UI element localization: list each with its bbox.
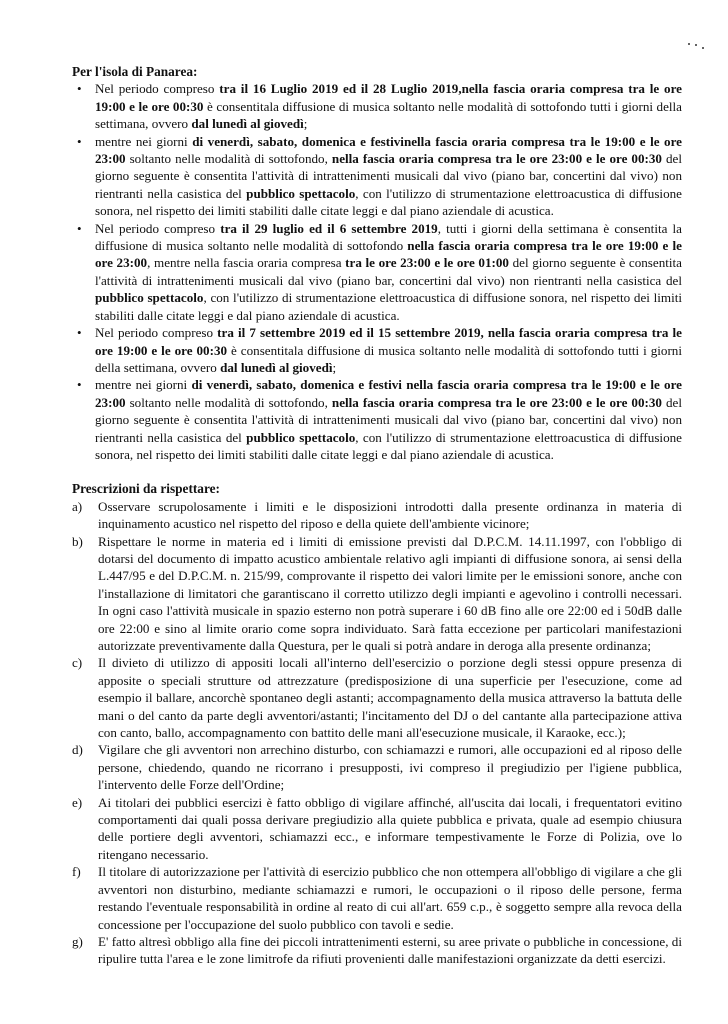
prescription-item (72, 863, 682, 933)
item-letter: b) (72, 533, 83, 549)
text-run: del giorno seguente è consentita l'attività di intrattenimenti musicali dal vivo (piano bar, concertini dal vivo) non rientranti nella casistica del (95, 151, 682, 201)
bold-run: nella fascia oraria compresa tra le ore 23:00 e le ore 00:30 (331, 151, 662, 167)
item-text: Osservare scrupolosamente i limiti e le disposizioni introdotti dalla presente ordinanza in materia di inquinamento acustico nel rispetto del riposo e della quiete dell'ambiente vicinore; (98, 498, 682, 532)
bullet-text (95, 325, 682, 375)
prescrizioni-list (72, 498, 682, 968)
text-run: ; (303, 116, 308, 132)
item-text: Il titolare di autorizzazione per l'attività di esercizio pubblico che non ottempera all'obbligo di vigilare a che gli avventori non disturbino, mediante schiamazzi e rumori, le occupazioni o il riposo delle persone, ferma restando l'eventuale responsabilità in ordine al reato di cui all'art. 659 c.p., è soggetto sempre alla revoca della concessione per l'occupazione del suolo pubblico con tavoli e sedie. (98, 864, 682, 932)
item-letter: f) (72, 864, 81, 880)
section-heading-panarea: Per l'isola di Panarea: (72, 64, 198, 79)
text-run: Nel periodo compreso (95, 325, 218, 341)
prescription-item (72, 741, 682, 793)
text-run: soltanto nelle modalità di sottofondo, (125, 151, 332, 167)
item-letter: c) (72, 655, 83, 671)
item-text: E' fatto altresì obbligo alla fine dei piccoli intrattenimenti esterni, su aree private o pubbliche in concessione, di ripulire tutta l'area e le zone limitrofe da rifiuti provenienti dalle manifestazioni organizzate da detti esercizi. (98, 933, 682, 967)
bold-run: di venerdì, sabato, domenica e festivi nella fascia oraria compresa tra le 19:00 e le ore 23:00 (95, 377, 682, 410)
bold-run: tra il 29 luglio ed il 6 settembre 2019 (220, 220, 438, 236)
bullet-text (95, 81, 682, 131)
text-run: ; (332, 359, 337, 375)
item-letter: g) (72, 933, 83, 949)
bullet-text (95, 134, 682, 219)
bullet-item (72, 80, 682, 132)
bold-run: tra il 7 settembre 2019 ed il 15 settembre 2019, nella fascia oraria compresa tra le ore 19:00 e le ore 00:30 (95, 325, 682, 358)
bullet-item (72, 376, 682, 463)
bold-run: tra le ore 23:00 e le ore 01:00 (345, 255, 509, 271)
text-run: del giorno seguente è consentita l'attività di intrattenimenti musicali dal vivo (piano bar, concertini dal vivo) non rientranti nella casistica del (95, 394, 682, 445)
bullet-item (72, 324, 682, 376)
bullet-text (95, 377, 682, 462)
text-run: , tutti i giorni della settimana è consentita la diffusione di musica soltanto nelle modalità di sottofondo (95, 220, 682, 254)
text-run: è consentitala diffusione di musica soltanto nelle modalità di sottofondo tutti i giorni della settimana, ovvero (95, 342, 682, 375)
text-run: soltanto nelle modalità di sottofondo, (125, 394, 332, 410)
item-letter: d) (72, 742, 83, 758)
bullet-item (72, 133, 682, 220)
text-run: mentre nei giorni (95, 377, 192, 393)
text-run: è consentitala diffusione di musica soltanto nelle modalità di sottofondo tutti i giorni della settimana, ovvero (95, 98, 682, 132)
bold-run: nella fascia oraria compresa tra le ore 23:00 e le ore 00:30 (331, 394, 662, 410)
text-run: , con l'utilizzo di strumentazione elettroacustica di diffusione sonora, nel rispetto dei limiti stabiliti dalle citate leggi e dal piano aziendale di acustica. (95, 185, 682, 219)
item-letter: e) (72, 794, 83, 810)
bullet-item (72, 220, 682, 324)
bold-run: tra il 16 Luglio 2019 ed il 28 Luglio 2019,nella fascia oraria compresa tra le ore 19:00 e le ore 00:30 (95, 81, 682, 114)
bold-run: pubblico spettacolo (246, 429, 356, 445)
prescription-item (72, 933, 682, 968)
item-letter: a) (72, 498, 83, 514)
prescription-item (72, 654, 682, 741)
item-text: Vigilare che gli avventori non arrechino disturbo, con schiamazzi e rumori, alle occupazioni ed al riposo delle persone, chiedendo, quando ne ricorrano i presupposti, ivi compreso il pregiudizio per l'igiene pubblica, l'intervento delle Forze dell'Ordine; (98, 742, 682, 793)
text-run: del giorno seguente è consentita l'attività di intrattenimenti musicali dal vivo (piano bar, concertini dal vivo) non rientranti nella casistica del (95, 255, 682, 288)
bold-run: dal lunedì al giovedì (220, 359, 333, 375)
text-run: , con l'utilizzo di strumentazione elettroacustica di diffusione sonora, nel rispetto dei limiti stabiliti dalle citate leggi e dal piano aziendale di acustica. (95, 290, 682, 323)
prescription-item (72, 498, 682, 533)
document-body (72, 63, 682, 968)
text-run: Nel periodo compreso (95, 220, 221, 236)
text-run: mentre nei giorni (95, 133, 193, 149)
bullet-text (95, 221, 682, 323)
item-text: Ai titolari dei pubblici esercizi è fatto obbligo di vigilare affinché, all'uscita dai locali, i frequentatori evitino comportamenti dai quali possa derivare pregiudizio alla quiete pubblica e privata, quale ad esempio chiusura delle portiere degli avventori, schiamazzi ecc., e informare tempestivamente le Forze di Polizia, ove lo ritengano necessario. (98, 794, 682, 862)
scan-specks (686, 36, 706, 50)
item-text: Il divieto di utilizzo di appositi locali all'interno dell'esercizio o porzione degli stessi oppure presenza di apposite o speciali strutture od attrezzature (predisposizione di una superficie per l'esecuzione, come ad esempio il ballare, ancorchè spontaneo degli astanti; accompagnamento della musica attraverso la battuta delle mani o del canto da parte degli avventori/astanti; l'incitamento del DJ o del cantante alla partecipazione attiva con canto, ballo, accompagnamento con battito delle mani all'esecuzione musicale, il Karaoke, ecc.); (98, 655, 682, 741)
text-run: Nel periodo compreso (95, 81, 220, 97)
bold-run: nella fascia oraria compresa tra le ore 19:00 e le ore 23:00 (95, 238, 682, 271)
bold-run: pubblico spettacolo (95, 290, 204, 306)
item-text: Rispettare le norme in materia ed i limiti di emissione previsti dal D.P.C.M. 14.11.1997, con l'obbligo di dotarsi del documento di impatto acustico ambientale relativo agli impianti di diffusione sonora, ai sensi della L.447/95 e del D.P.C.M. n. 215/99, comprovante il rispetto dei valori limite per le emissioni sonore, anche con l'installazione di limitatori che garantiscano il corretto utilizzo degli impianti e agevolino i controlli necessari. In ogni caso l'attività musicale in spazio esterno non potrà superare i 60 dB fino alle ore 22:00 ed i 50dB dalle ore 22:00 e sino al limite orario come sopra individuato. Sarà fatta eccezione per particolari manifestazioni autorizzate preventivamente dalla Questura, per le quali si potrà andare in deroga alla presente ordinanza; (98, 533, 682, 653)
panarea-bullet-list (72, 80, 682, 463)
section-gap (72, 463, 682, 480)
bold-run: dal lunedì al giovedì (191, 116, 304, 132)
section-heading-prescrizioni: Prescrizioni da rispettare: (72, 481, 220, 497)
text-run: , mentre nella fascia oraria compresa (147, 255, 346, 271)
prescription-item (72, 794, 682, 864)
prescription-item (72, 533, 682, 655)
bold-run: pubblico spettacolo (246, 185, 356, 201)
text-run: , con l'utilizzo di strumentazione elettroacustica di diffusione sonora, nel rispetto dei limiti stabiliti dalle citate leggi e dal piano aziendale di acustica. (95, 429, 682, 462)
bold-run: di venerdì, sabato, domenica e festivinella fascia oraria compresa tra le 19:00 e le ore 23:00 (95, 133, 682, 167)
